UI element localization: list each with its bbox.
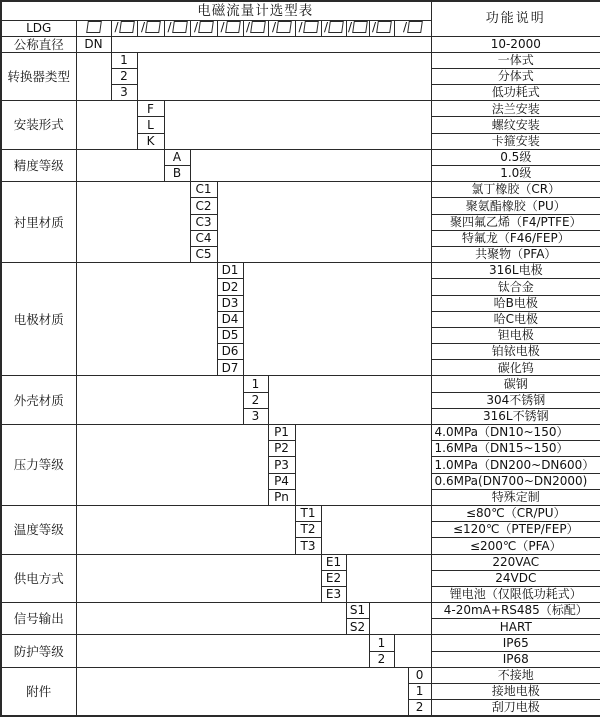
code-placeholder-cell — [190, 20, 217, 36]
option-row — [1, 133, 600, 149]
spacer-cell — [76, 68, 111, 84]
spacer-cell — [243, 344, 431, 360]
option-row — [1, 36, 600, 52]
code-cell-E2: E2 — [321, 570, 346, 586]
option-row — [1, 166, 600, 182]
desc-cell-2: 刮刀电极 — [431, 700, 600, 716]
code-cell-T2: T2 — [295, 522, 321, 538]
code-cell-0: 0 — [408, 667, 431, 683]
desc-cell-E1: 220VAC — [431, 554, 600, 570]
code-cell-E1: E1 — [321, 554, 346, 570]
spacer-cell — [268, 408, 431, 424]
spacer-cell — [295, 457, 431, 473]
slash-glyph: / — [271, 20, 277, 35]
spacer-cell — [111, 36, 431, 52]
slash-glyph: / — [323, 20, 329, 35]
slash-glyph: / — [140, 20, 146, 35]
desc-cell-D1: 316L电极 — [431, 263, 600, 279]
code-placeholder-cell — [369, 20, 394, 36]
slash-glyph: / — [167, 20, 172, 35]
code-cell-1: 1 — [111, 52, 137, 68]
spacer-cell — [76, 586, 321, 602]
code-cell-1: 1 — [408, 684, 431, 700]
spacer-cell — [76, 52, 111, 68]
placeholder-square-icon — [376, 21, 392, 33]
option-row — [1, 635, 600, 651]
category-label-10: 信号输出 — [1, 603, 76, 635]
code-cell-D1: D1 — [217, 263, 243, 279]
spacer-cell — [321, 505, 431, 521]
spacer-cell — [321, 538, 431, 554]
desc-cell-2: 304不锈钢 — [431, 392, 600, 408]
code-cell-D4: D4 — [217, 311, 243, 327]
placeholder-square-icon — [172, 21, 188, 33]
code-cell-E3: E3 — [321, 586, 346, 602]
desc-cell-C1: 氯丁橡胶（CR） — [431, 182, 600, 198]
code-cell-C4: C4 — [190, 230, 217, 246]
placeholder-square-icon — [303, 21, 319, 33]
desc-cell-P3: 1.0MPa（DN200~DN600） — [431, 457, 600, 473]
option-row — [1, 651, 600, 667]
category-label-0: 公称直径 — [1, 36, 76, 52]
code-cell-3: 3 — [111, 85, 137, 101]
desc-cell-D4: 哈C电极 — [431, 311, 600, 327]
option-row — [1, 117, 600, 133]
spacer-cell — [137, 68, 431, 84]
desc-cell-T2: ≤120℃（PTEP/FEP） — [431, 522, 600, 538]
code-cell-K: K — [137, 133, 164, 149]
spacer-cell — [76, 246, 190, 262]
code-cell-C3: C3 — [190, 214, 217, 230]
spacer-cell — [76, 392, 243, 408]
spacer-cell — [217, 230, 431, 246]
code-cell-2: 2 — [111, 68, 137, 84]
spacer-cell — [76, 360, 217, 376]
slash-glyph: / — [220, 20, 225, 35]
spacer-cell — [76, 700, 408, 716]
option-row — [1, 392, 600, 408]
option-row — [1, 684, 600, 700]
desc-cell-C3: 聚四氟乙烯（F4/PTFE） — [431, 214, 600, 230]
code-cell-DN: DN — [76, 36, 111, 52]
option-row — [1, 311, 600, 327]
desc-cell-T3: ≤200℃（PFA） — [431, 538, 600, 554]
desc-cell-1: 一体式 — [431, 52, 600, 68]
spacer-cell — [76, 101, 137, 117]
code-cell-D5: D5 — [217, 327, 243, 343]
code-cell-2: 2 — [243, 392, 268, 408]
option-row — [1, 538, 600, 554]
option-row — [1, 68, 600, 84]
spacer-cell — [369, 603, 431, 619]
spacer-cell — [76, 635, 369, 651]
spacer-cell — [243, 263, 431, 279]
code-cell-D6: D6 — [217, 344, 243, 360]
spacer-cell — [76, 376, 243, 392]
desc-cell-3: 低功耗式 — [431, 85, 600, 101]
desc-cell-B: 1.0级 — [431, 166, 600, 182]
spacer-cell — [76, 295, 217, 311]
code-cell-C1: C1 — [190, 182, 217, 198]
option-row — [1, 473, 600, 489]
option-row — [1, 376, 600, 392]
option-row — [1, 52, 600, 68]
spacer-cell — [321, 522, 431, 538]
option-row — [1, 554, 600, 570]
spacer-cell — [295, 425, 431, 441]
code-placeholder-cell — [268, 20, 295, 36]
spacer-cell — [243, 311, 431, 327]
desc-cell-D5: 钽电极 — [431, 327, 600, 343]
code-cell-C2: C2 — [190, 198, 217, 214]
spacer-cell — [76, 489, 268, 505]
desc-cell-S2: HART — [431, 619, 600, 635]
slash-glyph: / — [371, 20, 377, 35]
placeholder-square-icon — [328, 21, 344, 33]
code-placeholder-cell — [164, 20, 190, 36]
spacer-cell — [76, 425, 268, 441]
spacer-cell — [76, 619, 346, 635]
code-cell-D2: D2 — [217, 279, 243, 295]
model-prefix-cell: LDG — [1, 20, 76, 36]
option-row — [1, 408, 600, 424]
desc-cell-C2: 聚氨酯橡胶（PU） — [431, 198, 600, 214]
category-label-7: 压力等级 — [1, 425, 76, 506]
code-placeholder-cell — [394, 20, 431, 36]
desc-cell-DN: 10-2000 — [431, 36, 600, 52]
spacer-cell — [137, 52, 431, 68]
spacer-cell — [76, 441, 268, 457]
spacer-cell — [76, 327, 217, 343]
spacer-cell — [217, 198, 431, 214]
desc-cell-1: IP65 — [431, 635, 600, 651]
spacer-cell — [243, 360, 431, 376]
desc-cell-1: 碳钢 — [431, 376, 600, 392]
option-row — [1, 149, 600, 165]
category-label-11: 防护等级 — [1, 635, 76, 667]
code-placeholder-cell — [137, 20, 164, 36]
spacer-cell — [243, 295, 431, 311]
code-cell-1: 1 — [369, 635, 394, 651]
desc-cell-L: 螺纹安装 — [431, 117, 600, 133]
spacer-cell — [76, 554, 321, 570]
option-row — [1, 619, 600, 635]
code-placeholder-cell — [321, 20, 346, 36]
code-cell-P3: P3 — [268, 457, 295, 473]
spacer-cell — [76, 311, 217, 327]
code-cell-D3: D3 — [217, 295, 243, 311]
option-row — [1, 570, 600, 586]
code-placeholder-cell — [295, 20, 321, 36]
code-placeholder-cell-first — [76, 20, 111, 36]
code-cell-3: 3 — [243, 408, 268, 424]
category-label-12: 附件 — [1, 667, 76, 716]
option-row — [1, 603, 600, 619]
placeholder-square-icon — [407, 21, 423, 33]
desc-cell-2: 分体式 — [431, 68, 600, 84]
desc-cell-F: 法兰安装 — [431, 101, 600, 117]
desc-cell-S1: 4-20mA+RS485（标配） — [431, 603, 600, 619]
spacer-cell — [295, 489, 431, 505]
code-cell-Pn: Pn — [268, 489, 295, 505]
option-row — [1, 85, 600, 101]
spacer-cell — [164, 117, 431, 133]
desc-cell-D3: 哈B电极 — [431, 295, 600, 311]
spacer-cell — [137, 85, 431, 101]
code-cell-F: F — [137, 101, 164, 117]
code-cell-S2: S2 — [346, 619, 369, 635]
placeholder-square-icon — [225, 21, 241, 33]
code-cell-D7: D7 — [217, 360, 243, 376]
placeholder-square-icon — [86, 21, 102, 33]
placeholder-square-icon — [276, 21, 292, 33]
spacer-cell — [76, 230, 190, 246]
spacer-cell — [243, 279, 431, 295]
spacer-cell — [76, 279, 217, 295]
spacer-cell — [76, 684, 408, 700]
desc-cell-A: 0.5级 — [431, 149, 600, 165]
desc-cell-E3: 锂电池（仅限低功耗式） — [431, 586, 600, 602]
spacer-cell — [268, 392, 431, 408]
option-row — [1, 586, 600, 602]
desc-cell-C4: 特氟龙（F46/FEP） — [431, 230, 600, 246]
category-label-8: 温度等级 — [1, 505, 76, 554]
spacer-cell — [295, 441, 431, 457]
spacer-cell — [76, 473, 268, 489]
spacer-cell — [217, 246, 431, 262]
spacer-cell — [76, 538, 295, 554]
code-cell-1: 1 — [243, 376, 268, 392]
placeholder-square-icon — [198, 21, 214, 33]
option-row — [1, 667, 600, 683]
desc-cell-D2: 钛合金 — [431, 279, 600, 295]
code-placeholder-cell — [111, 20, 137, 36]
option-row — [1, 198, 600, 214]
spacer-cell — [164, 133, 431, 149]
category-label-5: 电极材质 — [1, 263, 76, 376]
desc-cell-C5: 共聚物（PFA） — [431, 246, 600, 262]
desc-cell-Pn: 特殊定制 — [431, 489, 600, 505]
code-cell-P4: P4 — [268, 473, 295, 489]
option-row — [1, 360, 600, 376]
placeholder-square-icon — [250, 21, 266, 33]
option-row — [1, 182, 600, 198]
spacer-cell — [76, 570, 321, 586]
spacer-cell — [76, 117, 137, 133]
slash-glyph: / — [245, 20, 251, 35]
option-row — [1, 279, 600, 295]
desc-column-header: 功能说明 — [431, 1, 600, 36]
slash-glyph: / — [298, 20, 303, 35]
slash-glyph: / — [402, 20, 408, 35]
spacer-cell — [190, 166, 431, 182]
option-row — [1, 327, 600, 343]
category-label-6: 外壳材质 — [1, 376, 76, 425]
code-cell-T3: T3 — [295, 538, 321, 554]
code-placeholder-cell — [243, 20, 268, 36]
spacer-cell — [76, 263, 217, 279]
spacer-cell — [76, 214, 190, 230]
option-row — [1, 489, 600, 505]
option-row — [1, 214, 600, 230]
spacer-cell — [295, 473, 431, 489]
option-row — [1, 295, 600, 311]
spacer-cell — [243, 327, 431, 343]
spacer-cell — [76, 166, 164, 182]
placeholder-square-icon — [145, 21, 161, 33]
desc-cell-2: IP68 — [431, 651, 600, 667]
desc-cell-0: 不接地 — [431, 667, 600, 683]
spacer-cell — [76, 457, 268, 473]
desc-cell-D7: 碳化钨 — [431, 360, 600, 376]
spacer-cell — [76, 149, 164, 165]
spacer-cell — [346, 586, 431, 602]
code-cell-2: 2 — [408, 700, 431, 716]
code-cell-L: L — [137, 117, 164, 133]
code-placeholder-cell — [346, 20, 369, 36]
spacer-cell — [76, 651, 369, 667]
desc-cell-3: 316L不锈钢 — [431, 408, 600, 424]
spacer-cell — [394, 651, 431, 667]
spacer-cell — [76, 667, 408, 683]
spacer-cell — [76, 408, 243, 424]
code-cell-A: A — [164, 149, 190, 165]
slash-glyph: / — [347, 20, 353, 35]
category-label-1: 转换器类型 — [1, 52, 76, 101]
spacer-cell — [76, 182, 190, 198]
spacer-cell — [346, 554, 431, 570]
desc-cell-1: 接地电极 — [431, 684, 600, 700]
code-cell-C5: C5 — [190, 246, 217, 262]
desc-cell-P2: 1.6MPa（DN15~150） — [431, 441, 600, 457]
desc-cell-T1: ≤80℃（CR/PU） — [431, 505, 600, 521]
spacer-cell — [346, 570, 431, 586]
category-label-3: 精度等级 — [1, 149, 76, 181]
code-cell-T1: T1 — [295, 505, 321, 521]
desc-cell-K: 卡箍安装 — [431, 133, 600, 149]
code-cell-2: 2 — [369, 651, 394, 667]
title-row — [1, 1, 600, 20]
placeholder-square-icon — [119, 21, 135, 33]
category-label-2: 安装形式 — [1, 101, 76, 150]
spacer-cell — [76, 505, 295, 521]
option-row — [1, 425, 600, 441]
option-row — [1, 457, 600, 473]
spacer-cell — [217, 182, 431, 198]
category-label-4: 衬里材质 — [1, 182, 76, 263]
code-cell-B: B — [164, 166, 190, 182]
code-placeholder-cell — [217, 20, 243, 36]
option-row — [1, 263, 600, 279]
desc-cell-P1: 4.0MPa（DN10~150） — [431, 425, 600, 441]
desc-cell-E2: 24VDC — [431, 570, 600, 586]
category-label-9: 供电方式 — [1, 554, 76, 603]
option-row — [1, 505, 600, 521]
option-row — [1, 230, 600, 246]
code-cell-S1: S1 — [346, 603, 369, 619]
spacer-cell — [217, 214, 431, 230]
option-row — [1, 522, 600, 538]
option-row — [1, 246, 600, 262]
spacer-cell — [369, 619, 431, 635]
spacer-cell — [394, 635, 431, 651]
option-row — [1, 344, 600, 360]
option-row — [1, 101, 600, 117]
spacer-cell — [190, 149, 431, 165]
code-cell-P2: P2 — [268, 441, 295, 457]
spacer-cell — [76, 344, 217, 360]
placeholder-square-icon — [352, 21, 368, 33]
code-cell-P1: P1 — [268, 425, 295, 441]
spacer-cell — [268, 376, 431, 392]
option-row — [1, 441, 600, 457]
slash-glyph: / — [193, 20, 199, 35]
desc-cell-D6: 铂铱电极 — [431, 344, 600, 360]
spacer-cell — [76, 522, 295, 538]
page-title: 电磁流量计选型表 — [1, 1, 431, 20]
spacer-cell — [164, 101, 431, 117]
spacer-cell — [76, 85, 111, 101]
spacer-cell — [76, 133, 137, 149]
desc-cell-P4: 0.6MPa(DN700~DN2000) — [431, 473, 600, 489]
spacer-cell — [76, 603, 346, 619]
slash-glyph: / — [114, 20, 119, 35]
spacer-cell — [76, 198, 190, 214]
option-row — [1, 700, 600, 716]
